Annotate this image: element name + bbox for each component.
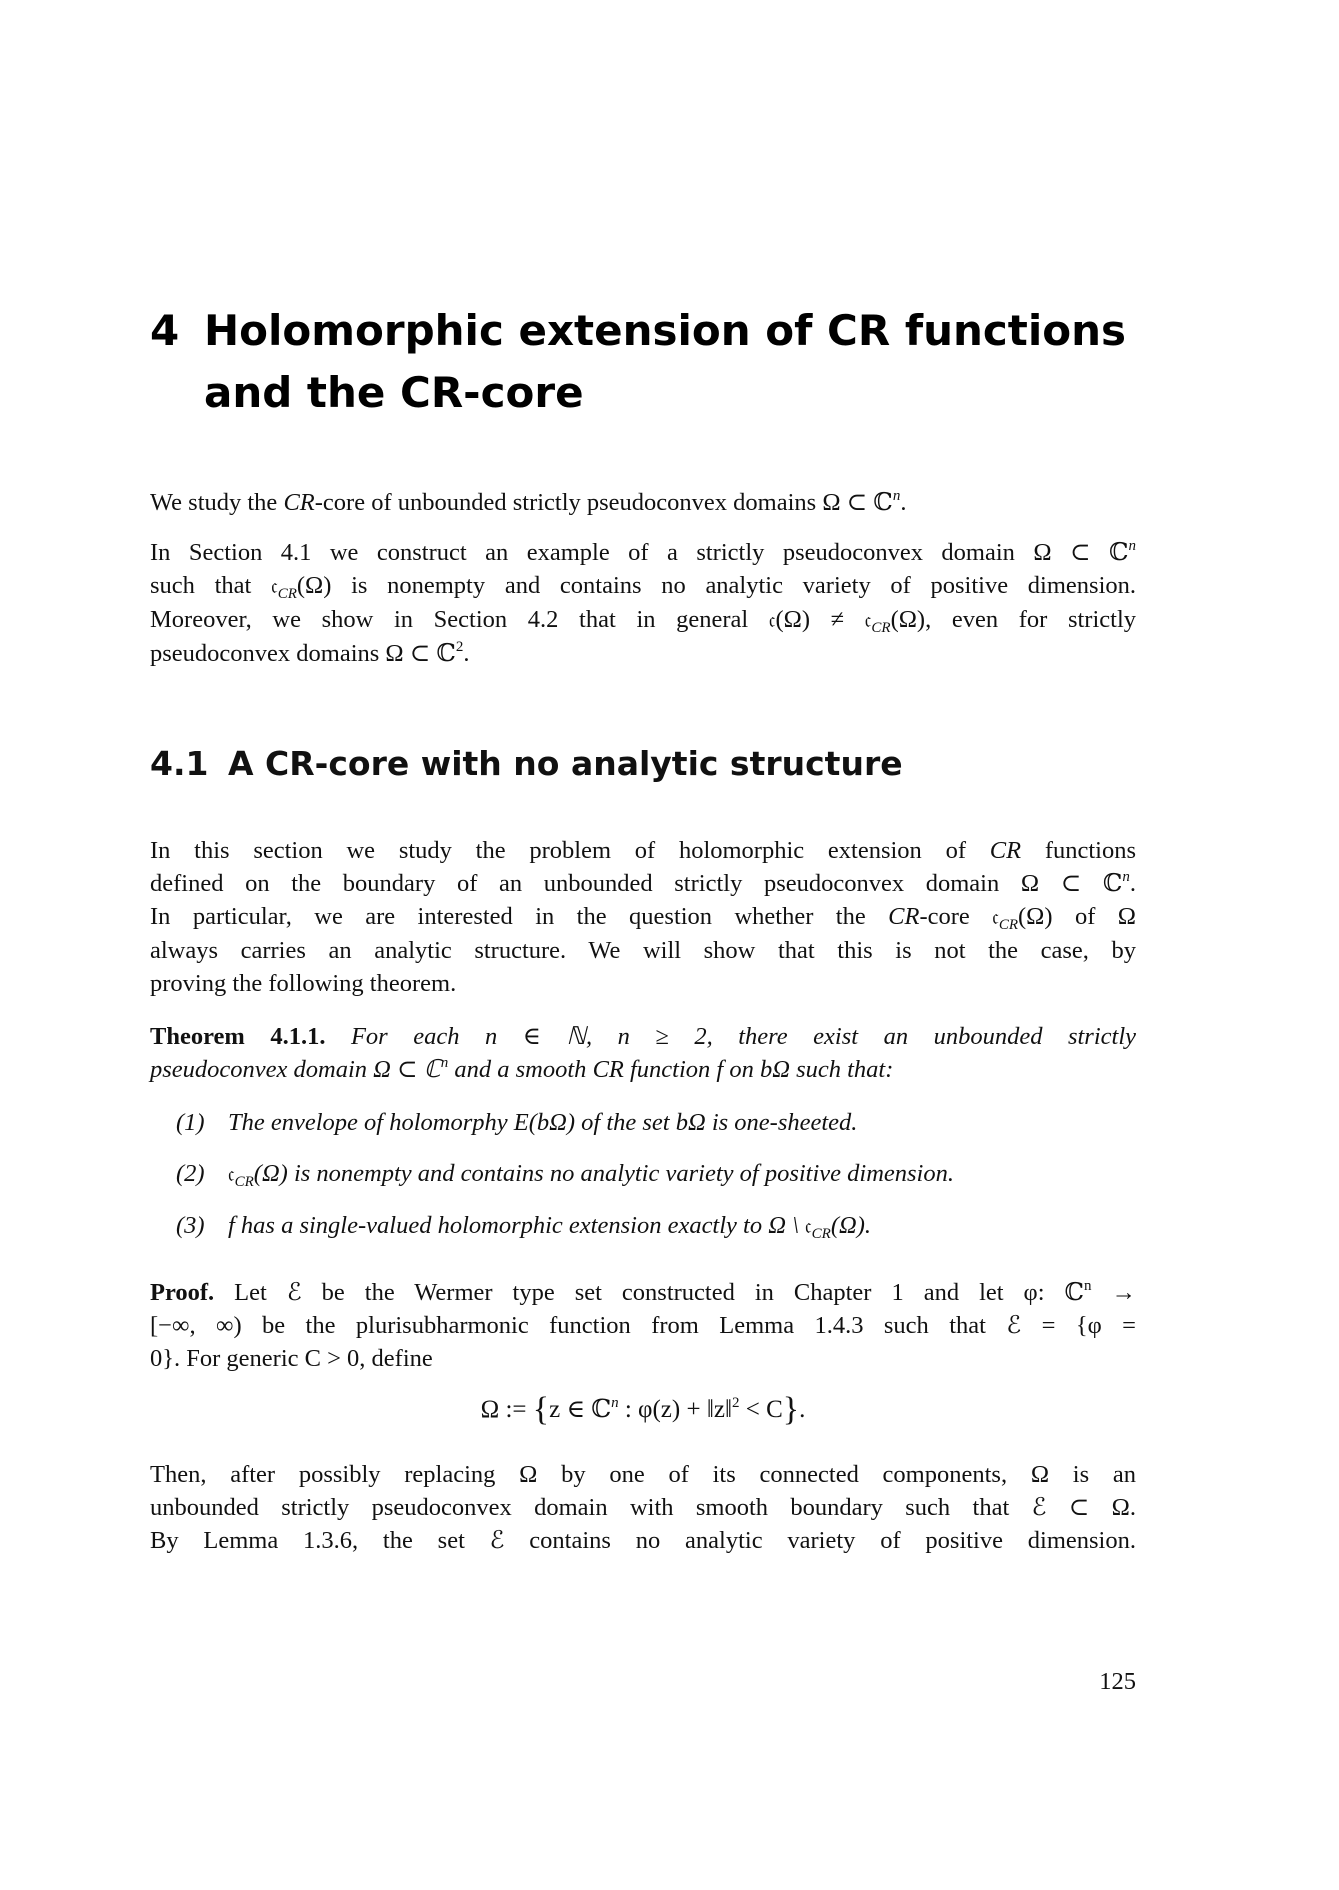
theorem-item-2: (2) 𝔠$_{CR}$(Ω) is nonempty and contains no analytic variety of positive dimension. — [176, 1160, 954, 1190]
proof-label: Proof. — [150, 1279, 215, 1306]
intro-paragraph-1: We study the CR-core of unbounded strictly pseudoconvex domains Ω ⊂ ℂ$^n$. — [150, 488, 907, 516]
proof-paragraph-2: Then, after possibly replacing Ω by one of its connected components, Ω is an unbounded strictly pseudoconvex domain with smooth boundary such that ℰ ⊂ Ω. By Lemma 1.3.6, the set ℰ contains no analytic variety of positive dimension. — [150, 1461, 1136, 1554]
proof-paragraph-1: Proof. Let ℰ be the Wermer type set constructed in Chapter 1 and let φ: ℂ$^n$ → [−∞, ∞) be the plurisubharmonic function from Lemma 1.4.3 such that ℰ = {φ = 0}. For generic C > 0, define — [150, 1278, 1136, 1372]
theorem-label: Theorem 4.1.1. — [150, 1023, 326, 1050]
section-title — [150, 742, 903, 786]
chapter-number: 4 — [150, 306, 180, 355]
chapter-title-line-1: Holomorphic extension of CR functions — [204, 306, 1127, 355]
section-title-text: A CR-core with no analytic structure — [228, 744, 903, 783]
display-equation: Ω := {z ∈ ℂ$^n$ : φ(z) + ‖z‖$^2$ < C}. — [480, 1391, 806, 1428]
section-number: 4.1 — [150, 744, 209, 783]
chapter-title-line-2: and the CR-core — [204, 368, 584, 417]
intro-paragraph-2: In Section 4.1 we construct an example of a strictly pseudoconvex domain Ω ⊂ ℂ$^n$ such that 𝔠$_{CR}$(Ω) is nonempty and contains no analytic variety of positive dimension. Moreover, we show in Section 4.2 that in general 𝔠(Ω) ≠ 𝔠$_{CR}$(Ω), even for strictly pseudoconvex domains Ω ⊂ ℂ$^2$. — [150, 538, 1136, 667]
page-number: 125 — [1099, 1668, 1136, 1695]
page — [150, 0, 1136, 1890]
theorem-item-3: (3) f has a single-valued holomorphic extension exactly to Ω \ 𝔠$_{CR}$(Ω). — [176, 1212, 871, 1242]
theorem: Theorem 4.1.1. For each n ∈ ℕ, n ≥ 2, there exist an unbounded strictly pseudoconvex domain Ω ⊂ ℂ$^n$ and a smooth CR function f on bΩ such that: — [150, 1023, 1137, 1083]
theorem-item-1: (1) The envelope of holomorphy E(bΩ) of the set bΩ is one-sheeted. — [176, 1109, 858, 1136]
section-paragraph: In this section we study the problem of holomorphic extension of CR functions defined on the boundary of an unbounded strictly pseudoconvex domain Ω ⊂ ℂ$^n$. In particular, we are interested in the question whether the CR-core 𝔠$_{CR}$(Ω) of Ω always carries an analytic structure. We will show that this is not the case, by proving the following theorem. — [150, 837, 1137, 997]
